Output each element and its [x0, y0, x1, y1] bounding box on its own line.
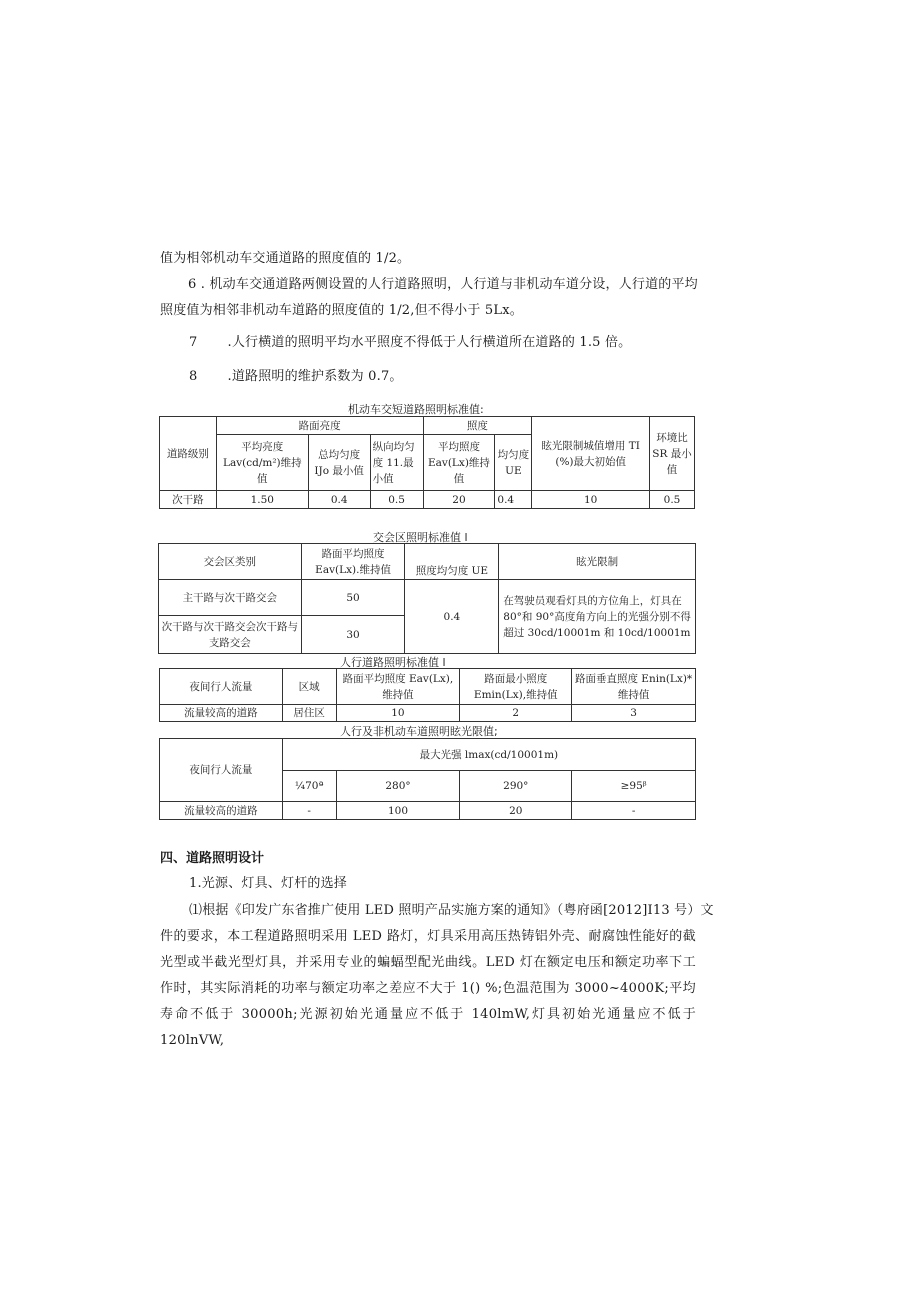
table-row [159, 580, 696, 616]
item-8 [189, 364, 729, 390]
item-7-number: 7 [189, 335, 198, 350]
vehicle-road-lighting-table [159, 416, 695, 509]
header-angle: ≥95ᵝ [572, 771, 696, 802]
item-7-text: .人行横道的照明平均水平照度不得低于人行横道所在道路的 1.5 倍。 [227, 335, 632, 350]
cell: 0.4 [405, 580, 499, 654]
cell: 0.5 [370, 491, 423, 509]
header-luminance-group: 路面亮度 [216, 417, 423, 435]
table-row [160, 491, 695, 509]
cell: - [282, 802, 336, 820]
cell: 次干路与次干路交会次干路与支路交会 [159, 616, 302, 654]
paragraph-body: 件的要求，本工程道路照明采用 LED 路灯，灯具采用高压热铸铝外壳、耐腐蚀性能好的截光型或半截光型灯具，并采用专业的蝙蝠型配光曲线。LED 灯在额定电压和额定功率下工作时，其实际消耗的功率与额定功率之差应不大于 1() %;色温范围为 3000~4000K;平均寿命不低于 30000h;光源初始光通量应不低于 140lmW,灯具初始光通量应不低于 120lnVW, [160, 929, 696, 1048]
intro-line: 值为相邻机动车交通道路的照度值的 1/2。 [160, 251, 411, 266]
header-uniformity: 均匀度 UE [495, 435, 532, 491]
header-avg-illuminance: 路面平均照度 Eav(Lx).维持值 [301, 544, 405, 580]
cell: 3 [572, 705, 696, 722]
cell: 20 [460, 802, 572, 820]
cell: 居住区 [282, 705, 336, 722]
cell: 100 [336, 802, 460, 820]
header-longitudinal-uniformity: 纵向均匀度 11.最小值 [370, 435, 423, 491]
header-vertical-illuminance: 路面垂直照度 Enin(Lx)*维持值 [572, 669, 696, 705]
table2-caption: 交会区照明标准值 l [373, 531, 468, 544]
header-min-illuminance: 路面最小照度 Emin(Lx),维持值 [460, 669, 572, 705]
cell: 0.4 [495, 491, 532, 509]
header-pedestrian-flow: 夜间行人流量 [160, 669, 283, 705]
table4-caption: 人行及非机动车道照明眩光限值; [340, 725, 498, 738]
table3-caption: 人行道路照明标准值 l [340, 656, 446, 669]
header-overall-uniformity: 总均匀度 IJo 最小值 [308, 435, 370, 491]
intersection-lighting-table [158, 543, 696, 654]
cell: 0.4 [308, 491, 370, 509]
table1-caption: 机动车交短道路照明标准值: [348, 403, 484, 416]
cell: 10 [336, 705, 460, 722]
header-illuminance-group: 照度 [423, 417, 532, 435]
cell: 50 [301, 580, 405, 616]
pedestrian-glare-limit-table [159, 738, 696, 820]
cell: 2 [460, 705, 572, 722]
cell: 在驾驶员观看灯具的方位角上，灯具在 80°和 90°高度角方向上的光强分别不得超过 30cd/10001m 和 10cd/10001m [499, 580, 696, 654]
pedestrian-road-lighting-table [159, 668, 696, 722]
header-glare: 眩光限制城值增用 TI (%)最大初始值 [532, 417, 650, 491]
header-road-class: 道路级别 [160, 417, 217, 491]
item-6-line1: 6 . 机动车交通道路两侧设置的人行道路照明，人行道与非机动车道分设，人行道的平均 [188, 277, 698, 292]
cell: 主干路与次干路交会 [159, 580, 302, 616]
paragraph-first-line: ⑴根据《印发广东省推广使用 LED 照明产品实施方案的通知》（粤府函[2012]I13 号）文 [189, 903, 714, 918]
table-row [160, 802, 696, 820]
header-avg-illuminance: 路面平均照度 Eav(Lx),维持值 [336, 669, 460, 705]
header-glare: 眩光限制 [499, 544, 696, 580]
header-avg-illuminance: 平均照度 Eav(Lx)维持值 [423, 435, 495, 491]
cell: 20 [423, 491, 495, 509]
item-7 [189, 330, 729, 356]
item-6-line2: 照度值为相邻非机动车道路的照度值的 1/2,但不得小于 5Lx。 [160, 303, 523, 318]
header-uniformity: 照度均匀度 UE [405, 544, 499, 580]
cell: 次干路 [160, 491, 217, 509]
subsection-heading: 1.光源、灯具、灯杆的选择 [189, 876, 348, 891]
item-8-text: .道路照明的维护系数为 0.7。 [227, 369, 403, 384]
section-heading: 四、道路照明设计 [160, 851, 265, 866]
header-max-intensity: 最大光强 lmax(cd/10001m) [282, 739, 695, 771]
header-intersection-type: 交会区类别 [159, 544, 302, 580]
cell: 10 [532, 491, 650, 509]
cell: 0.5 [650, 491, 695, 509]
header-angle: ¼70ª [282, 771, 336, 802]
cell: - [572, 802, 696, 820]
cell: 1.50 [216, 491, 308, 509]
cell: 30 [301, 616, 405, 654]
item-8-number: 8 [189, 369, 198, 384]
header-surround-ratio: 环境比 SR 最小值 [650, 417, 695, 491]
cell: 流量较高的道路 [160, 705, 283, 722]
header-angle: 290° [460, 771, 572, 802]
header-avg-luminance: 平均亮度 Lav(cd/m²)维持值 [216, 435, 308, 491]
header-area: 区域 [282, 669, 336, 705]
table-row [160, 705, 696, 722]
header-angle: 280° [336, 771, 460, 802]
header-pedestrian-flow: 夜间行人流量 [160, 739, 283, 802]
cell: 流量较高的道路 [160, 802, 283, 820]
